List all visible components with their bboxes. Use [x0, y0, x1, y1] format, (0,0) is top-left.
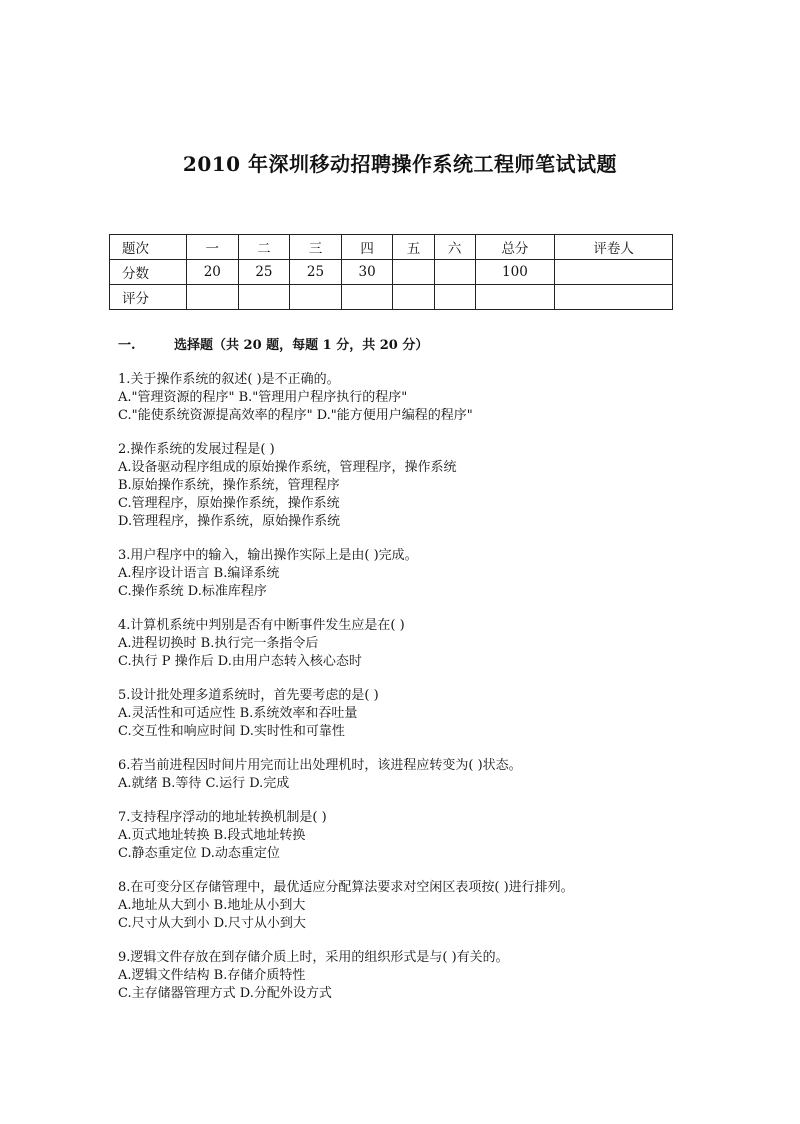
- section-number: 一.: [118, 338, 136, 353]
- question-options-line: A.页式地址转换 B.段式地址转换: [118, 828, 306, 843]
- question-options-line: C."能使系统资源提高效率的程序" D."能方便用户编程的程序": [118, 408, 473, 423]
- score-table-cell: [434, 260, 475, 285]
- score-table-cell: 25: [290, 260, 342, 285]
- section-title: 选择题（共 20 题，每题 1 分，共 20 分）: [174, 338, 429, 353]
- score-table-body: [110, 235, 673, 310]
- score-table-cell: 六: [434, 235, 475, 260]
- score-table-cell: 总分: [475, 235, 554, 260]
- question-stem: 1.关于操作系统的叙述( )是不正确的。: [118, 372, 340, 387]
- score-table-cell: [341, 285, 393, 310]
- score-table-cell: [393, 285, 434, 310]
- question-list: [118, 371, 718, 1019]
- question-options-line: A.进程切换时 B.执行完一条指令后: [118, 636, 319, 651]
- question-options-line: C.静态重定位 D.动态重定位: [118, 846, 280, 861]
- question-options-line: B.原始操作系统，操作系统，管理程序: [118, 478, 340, 493]
- question-stem: 8.在可变分区存储管理中，最优适应分配算法要求对空闲区表项按( )进行排列。: [118, 880, 574, 895]
- score-table-cell: [290, 285, 342, 310]
- score-table-cell: 五: [393, 235, 434, 260]
- score-table-cell: 评卷人: [555, 235, 673, 260]
- section-heading: [118, 334, 428, 353]
- question-options-line: C.管理程序，原始操作系统，操作系统: [118, 496, 340, 511]
- question-stem: 2.操作系统的发展过程是( ): [118, 442, 275, 457]
- score-table-cell: [555, 285, 673, 310]
- score-table-cell: 30: [341, 260, 393, 285]
- score-table-cell: [555, 260, 673, 285]
- question-options-line: A.地址从大到小 B.地址从小到大: [118, 898, 306, 913]
- score-table-cell: [475, 285, 554, 310]
- question-options-line: A.设备驱动程序组成的原始操作系统，管理程序，操作系统: [118, 460, 457, 475]
- score-table-cell: [393, 260, 434, 285]
- question-options-line: A.灵活性和可适应性 B.系统效率和吞吐量: [118, 706, 358, 721]
- score-table-cell: [434, 285, 475, 310]
- score-table-cell: 20: [187, 260, 239, 285]
- question-item: [118, 757, 718, 793]
- question-options-line: C.主存储器管理方式 D.分配外设方式: [118, 986, 332, 1001]
- question-item: [118, 441, 718, 531]
- score-table-row: [110, 235, 673, 260]
- page-title: 2010 年深圳移动招聘操作系统工程师笔试试题: [182, 152, 618, 176]
- question-item: [118, 547, 718, 601]
- question-stem: 7.支持程序浮动的地址转换机制是( ): [118, 810, 327, 825]
- question-options-line: D.管理程序，操作系统，原始操作系统: [118, 514, 341, 529]
- score-table-cell: 一: [187, 235, 239, 260]
- question-item: [118, 879, 718, 933]
- score-table-row: [110, 260, 673, 285]
- score-table-cell: 二: [238, 235, 290, 260]
- score-table: [109, 234, 673, 310]
- question-stem: 6.若当前进程因时间片用完而让出处理机时，该进程应转变为( )状态。: [118, 758, 522, 773]
- score-table-row-header: 分数: [110, 260, 187, 285]
- question-item: [118, 809, 718, 863]
- score-table-cell: 25: [238, 260, 290, 285]
- score-table-cell: [238, 285, 290, 310]
- score-table-cell: [187, 285, 239, 310]
- question-item: [118, 617, 718, 671]
- question-stem: 5.设计批处理多道系统时，首先要考虑的是( ): [118, 688, 379, 703]
- score-table-row-header: 评分: [110, 285, 187, 310]
- question-stem: 9.逻辑文件存放在到存储介质上时，采用的组织形式是与( )有关的。: [118, 950, 509, 965]
- question-stem: 4.计算机系统中判别是否有中断事件发生应是在( ): [118, 618, 405, 633]
- question-item: [118, 949, 718, 1003]
- question-options-line: A.逻辑文件结构 B.存储介质特性: [118, 968, 306, 983]
- question-item: [118, 371, 718, 425]
- question-options-line: A."管理资源的程序" B."管理用户程序执行的程序": [118, 390, 408, 405]
- score-table-row-header: 题次: [110, 235, 187, 260]
- score-table-row: [110, 285, 673, 310]
- score-table-cell: 100: [475, 260, 554, 285]
- score-table-cell: 三: [290, 235, 342, 260]
- question-item: [118, 687, 718, 741]
- question-options-line: C.尺寸从大到小 D.尺寸从小到大: [118, 916, 306, 931]
- question-options-line: A.就绪 B.等待 C.运行 D.完成: [118, 776, 290, 791]
- question-options-line: C.交互性和响应时间 D.实时性和可靠性: [118, 724, 345, 739]
- question-options-line: C.操作系统 D.标准库程序: [118, 584, 267, 599]
- score-table-cell: 四: [341, 235, 393, 260]
- question-options-line: A.程序设计语言 B.编译系统: [118, 566, 280, 581]
- question-stem: 3.用户程序中的输入，输出操作实际上是由( )完成。: [118, 548, 418, 563]
- question-options-line: C.执行 P 操作后 D.由用户态转入核心态时: [118, 654, 362, 669]
